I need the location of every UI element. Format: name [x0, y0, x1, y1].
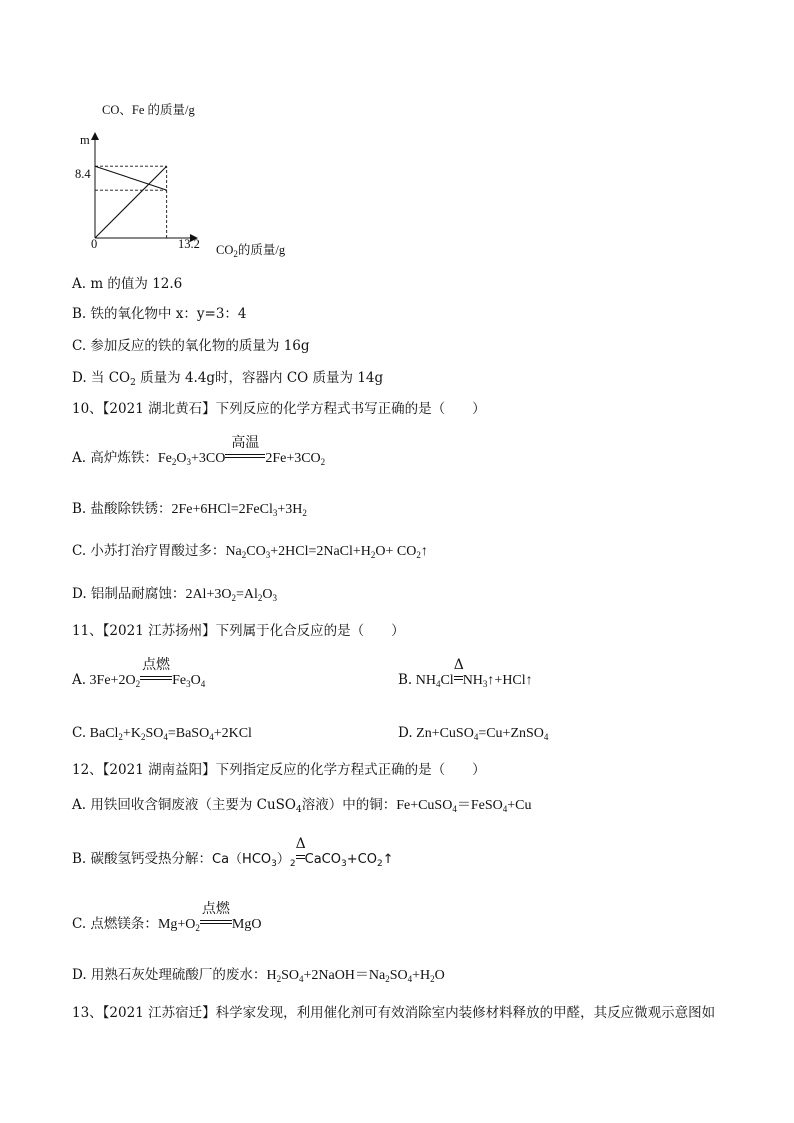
q12-option-d: D. 用熟石灰处理硫酸厂的废水：$H_2SO_4+2NaOH=Na_2SO_4+H_2O$	[72, 967, 445, 984]
q11-stem: 11、【2021 江苏扬州】下列属于化合反应的是（ ）	[72, 623, 405, 639]
q13-stem: 13、【2021 江苏宿迁】科学家发现，利用催化剂可有效消除室内装修材料释放的甲醛，其反应微观示意图如	[72, 1005, 716, 1021]
x-tick-13.2: 13.2	[178, 237, 200, 251]
q9-option-c: C. 参加反应的铁的氧化物的质量为 16g	[72, 338, 310, 354]
x-tick-0: 0	[91, 237, 98, 251]
y-tick-m: m	[80, 133, 90, 147]
chart	[72, 98, 286, 263]
series-line-1	[95, 166, 167, 238]
q10-option-d: D. 铝制品耐腐蚀：$2Al+3O_2=Al_2O_3$	[72, 586, 277, 603]
q11-option-a: A. $3Fe+2O_2$ 点燃 $Fe_3O_4$	[72, 657, 206, 689]
q12-option-c: C. 点燃镁条：$Mg+O_2$ 点燃 MgO	[72, 901, 262, 933]
y-axis-arrow	[91, 132, 99, 140]
q9-option-a: A. m 的值为 12.6	[72, 276, 183, 292]
series-line-0	[95, 166, 167, 190]
q10-option-b: B. 盐酸除铁锈：$2Fe+6HCl=2FeCl_3+3H_2$	[72, 501, 307, 518]
q9-option-b: B. 铁的氧化物中 x：y=3：4	[72, 306, 247, 322]
x-axis-label: $CO_2$的质量/g	[216, 243, 286, 259]
q12-stem: 12、【2021 湖南益阳】下列指定反应的化学方程式正确的是（ ）	[72, 762, 486, 778]
q11-option-d: D. Zn+CuSO$_4$=Cu+ZnSO$_4$	[398, 725, 549, 742]
q12-option-a: A. 用铁回收含铜废液（主要为 CuSO$_4$溶液）中的铜：Fe+CuSO$_4$＝FeSO$_4$+Cu	[72, 797, 532, 815]
y-axis-label: CO、Fe 的质量/g	[102, 103, 195, 117]
q12-option-b: B. 碳酸氢钙受热分解：$Ca(HCO_3)_2$ Δ $CaCO_3+CO_2↑$	[72, 836, 394, 869]
q11-option-b: B. $NH_4Cl$ Δ $NH_3↑+HCl↑$	[398, 657, 533, 689]
q11-option-c: C. $BaCl_2+K_2SO_4=BaSO_4+2KCl$	[72, 725, 252, 742]
y-tick-8.4: 8.4	[75, 167, 91, 181]
q10-option-c: C. 小苏打治疗胃酸过多：$Na_2CO_3+2HCl=2NaCl+H_2O+$ $CO_2↑$	[72, 543, 428, 560]
q9-option-d: D. 当 $CO_2$ 质量为 4.4g时，容器内 CO 质量为 14g	[72, 370, 384, 388]
q10-option-a: A. 高炉炼铁：$Fe_2O_3+3CO$ 高温 $2Fe+3CO_2$	[72, 435, 326, 467]
q10-stem: 10、【2021 湖北黄石】下列反应的化学方程式书写正确的是（ ）	[72, 401, 486, 417]
